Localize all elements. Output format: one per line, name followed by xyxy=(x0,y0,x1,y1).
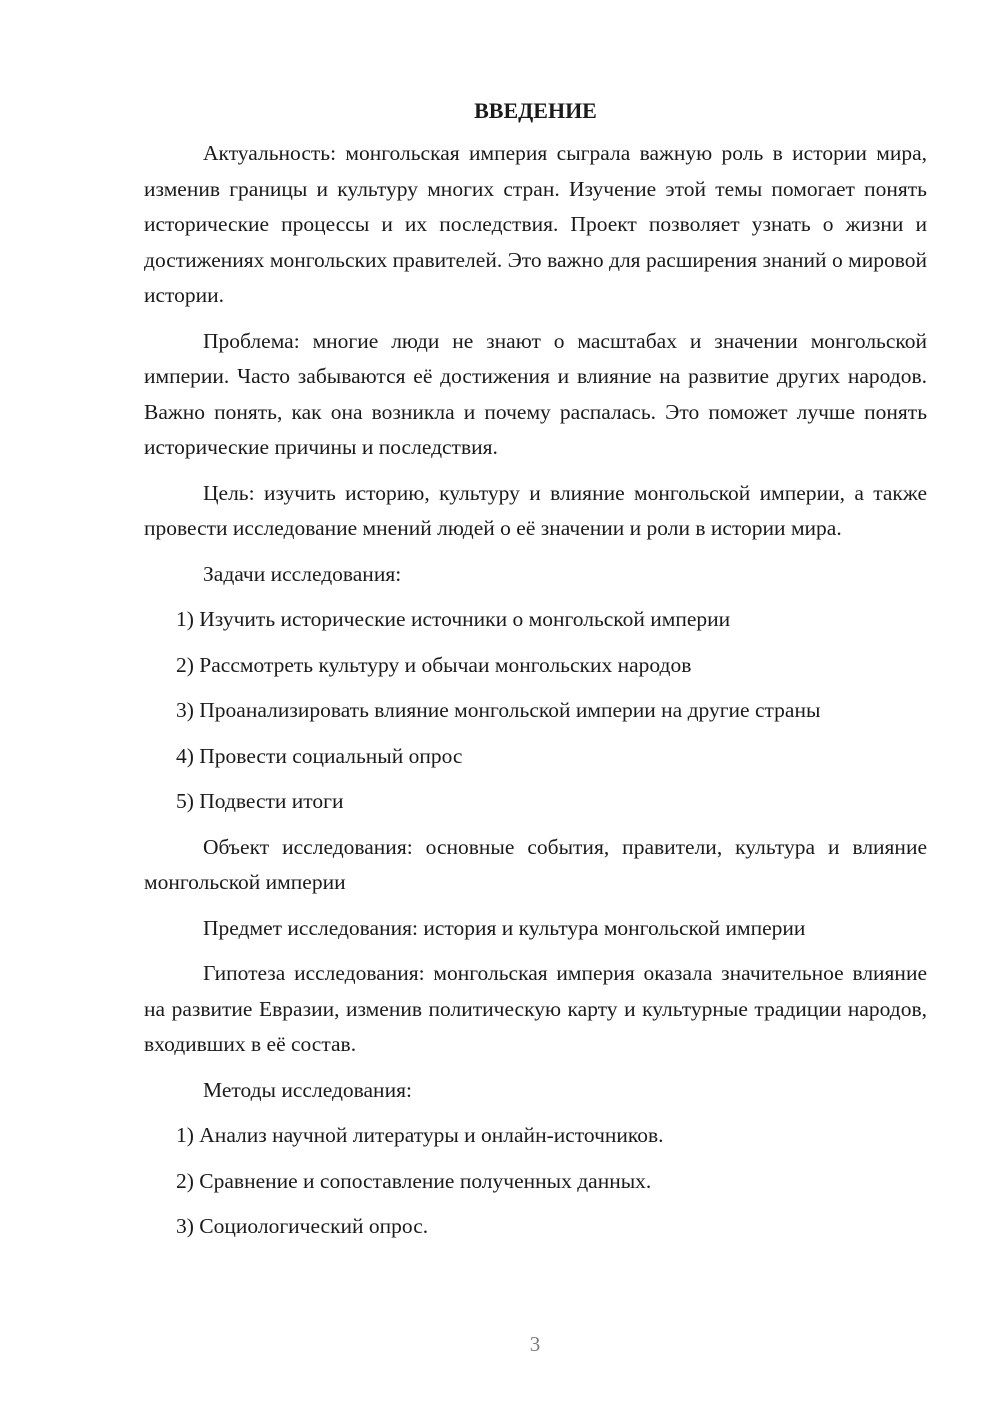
tasks-list xyxy=(144,602,927,820)
section-title: ВВЕДЕНИЕ xyxy=(474,98,597,123)
tasks-heading: Задачи исследования: xyxy=(203,561,402,586)
list-item: 4) Провести социальный опрос xyxy=(176,743,463,768)
list-item: 3) Проанализировать влияние монгольской империи на другие страны xyxy=(176,698,821,722)
subject-paragraph: Предмет исследования: история и культура монгольской империи xyxy=(203,915,806,940)
goal-paragraph: Цель: изучить историю, культуру и влияние монгольской империи, а также провести исследование мнений людей о её значении и роли в истории мира. xyxy=(144,480,927,540)
list-item: 1) Анализ научной литературы и онлайн-источников. xyxy=(176,1123,664,1147)
list-item: 2) Сравнение и сопоставление полученных данных. xyxy=(176,1168,652,1193)
problem-paragraph: Проблема: многие люди не знают о масштабах и значении монгольской империи. Часто забываются её достижения и влияние на развитие других народов. Важно понять, как она возникла и почему распалась. Это поможет лучше понять исторические причины и последствия. xyxy=(144,328,927,459)
object-paragraph: Объект исследования: основные события, правители, культура и влияние монгольской империи xyxy=(144,834,927,894)
relevance-paragraph: Актуальность: монгольская империя сыграла важную роль в истории мира, изменив границы и культуру многих стран. Изучение этой темы помогает понять исторические процессы и их последствия. Проект позволяет узнать о жизни и достижениях монгольских правителей. Это важно для расширения знаний о мировой истории. xyxy=(144,141,927,307)
methods-heading: Методы исследования: xyxy=(203,1077,412,1102)
list-item: 2) Рассмотреть культуру и обычаи монгольских народов xyxy=(176,652,692,677)
list-item: 5) Подвести итоги xyxy=(176,789,344,813)
page-content xyxy=(144,96,927,1255)
list-item: 1) Изучить исторические источники о монгольской империи xyxy=(176,607,731,631)
page-number: 3 xyxy=(529,1332,541,1356)
hypothesis-paragraph: Гипотеза исследования: монгольская империя оказала значительное влияние на развитие Евразии, изменив политическую карту и культурные традиции народов, входивших в её состав. xyxy=(144,961,927,1056)
methods-list xyxy=(144,1118,927,1245)
list-item: 3) Социологический опрос. xyxy=(176,1214,429,1238)
